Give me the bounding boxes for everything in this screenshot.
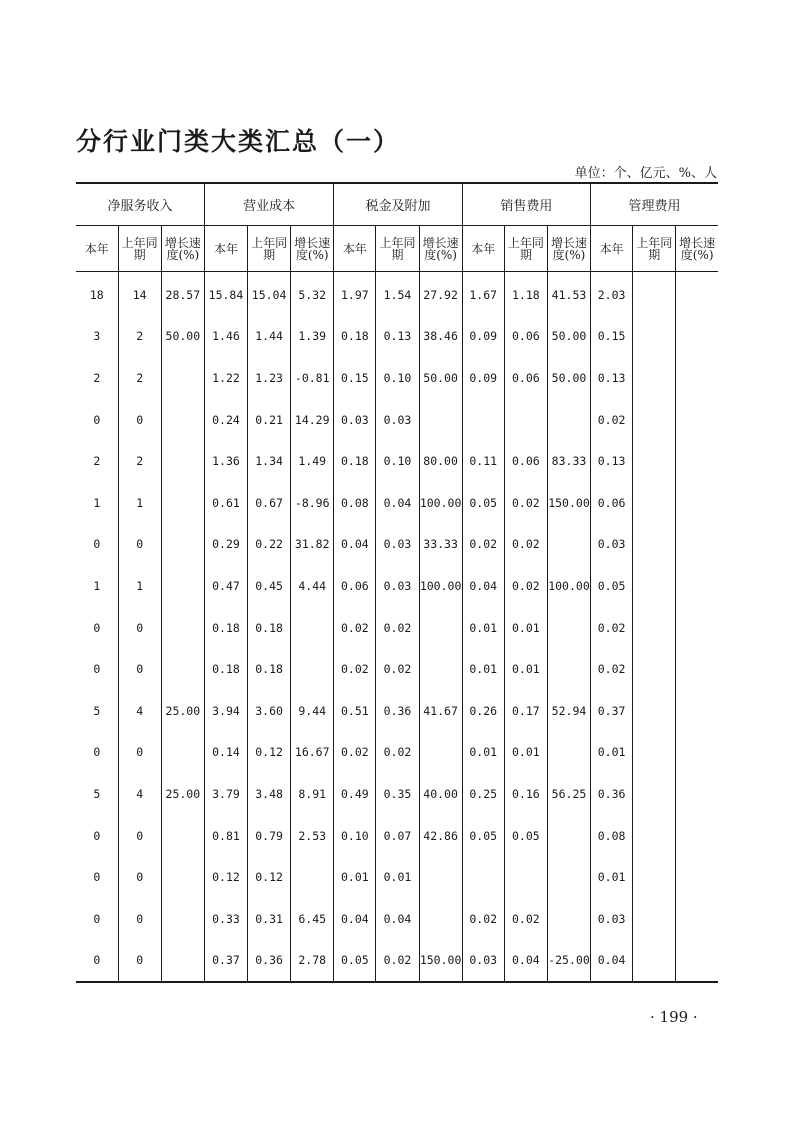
sub-header-cell: 本年	[76, 226, 118, 272]
table-cell: 2	[93, 454, 101, 469]
table-cell: 0	[118, 856, 161, 898]
table-cell: 0	[93, 870, 101, 885]
group-header-operating-cost: 营业成本	[204, 183, 333, 226]
table-cell	[419, 648, 462, 690]
table-body	[76, 272, 718, 983]
table-cell: 0.25	[462, 773, 504, 815]
table-cell: 0.06	[334, 565, 376, 607]
table-cell: 0	[93, 620, 101, 635]
table-cell: 0.02	[376, 732, 419, 774]
table-cell	[419, 898, 462, 940]
table-cell	[161, 357, 204, 399]
table-cell: 0.21	[248, 399, 291, 441]
table-row	[76, 272, 718, 316]
table-cell: 0.10	[376, 440, 419, 482]
table-cell: 0.18	[248, 648, 291, 690]
table-cell: 0.01	[334, 856, 376, 898]
table-cell	[633, 940, 676, 983]
table-cell: 0	[118, 607, 161, 649]
table-cell: 14	[118, 272, 161, 316]
table-cell: 0.16	[504, 773, 547, 815]
sub-header-cell: 本年	[591, 226, 633, 272]
table-cell: 0	[93, 828, 101, 843]
table-cell	[676, 482, 718, 524]
table-cell	[676, 607, 718, 649]
sub-header-cell: 增长速度(%)	[676, 226, 718, 272]
table-cell: 100.00	[419, 482, 462, 524]
table-cell: 6.45	[291, 898, 334, 940]
table-cell	[161, 440, 204, 482]
table-cell	[633, 773, 676, 815]
table-cell: 1.36	[204, 440, 247, 482]
table-cell: 9.44	[291, 690, 334, 732]
table-cell: 1	[93, 495, 101, 510]
table-cell: 0.18	[248, 607, 291, 649]
table-row	[76, 856, 718, 898]
table-cell: 0.02	[462, 898, 504, 940]
table-cell: 1	[118, 482, 161, 524]
table-cell: 0.29	[204, 524, 247, 566]
table-cell	[161, 940, 204, 983]
table-cell: 0.81	[204, 815, 247, 857]
table-cell	[161, 732, 204, 774]
table-cell	[633, 856, 676, 898]
table-cell: 0.13	[591, 357, 633, 399]
table-cell: 0.05	[462, 815, 504, 857]
table-cell	[676, 272, 718, 316]
table-cell: 31.82	[291, 524, 334, 566]
table-cell: 100.00	[419, 565, 462, 607]
table-cell	[676, 940, 718, 983]
sub-header-row	[76, 226, 718, 272]
table-row	[76, 316, 718, 358]
table-cell	[633, 482, 676, 524]
sub-header-cell: 增长速度(%)	[419, 226, 462, 272]
table-cell	[419, 732, 462, 774]
table-cell: 0.01	[462, 648, 504, 690]
table-cell: 3.94	[204, 690, 247, 732]
sub-header-cell: 增长速度(%)	[161, 226, 204, 272]
summary-table	[76, 182, 718, 983]
table-cell: 1.39	[291, 316, 334, 358]
table-cell: 0.24	[204, 399, 247, 441]
table-cell: 0.04	[462, 565, 504, 607]
table-row	[76, 898, 718, 940]
sub-header-cell: 本年	[334, 226, 376, 272]
table-cell: 0.47	[204, 565, 247, 607]
table-cell: 0.11	[462, 440, 504, 482]
table-cell: 0.05	[334, 940, 376, 983]
table-cell: 0.10	[334, 815, 376, 857]
table-cell: 0	[118, 399, 161, 441]
table-cell	[419, 399, 462, 441]
table-cell	[161, 815, 204, 857]
table-cell	[161, 856, 204, 898]
table-cell	[676, 898, 718, 940]
table-cell: 0.02	[504, 898, 547, 940]
table-cell: 0.02	[591, 399, 633, 441]
table-cell: 1.44	[248, 316, 291, 358]
table-cell: 2	[118, 316, 161, 358]
table-cell: 0	[118, 524, 161, 566]
table-cell: 0.15	[334, 357, 376, 399]
table-cell: 0.04	[591, 940, 633, 983]
table-row	[76, 940, 718, 983]
group-header-taxes: 税金及附加	[334, 183, 462, 226]
table-cell: 0.51	[334, 690, 376, 732]
table-cell: 1.23	[248, 357, 291, 399]
table-cell: 0.06	[504, 357, 547, 399]
table-cell: 1.34	[248, 440, 291, 482]
table-cell: 0.05	[591, 565, 633, 607]
table-cell: 0.01	[462, 732, 504, 774]
table-cell: 0.36	[376, 690, 419, 732]
table-cell: 15.04	[248, 272, 291, 316]
table-cell	[547, 648, 590, 690]
table-row	[76, 815, 718, 857]
table-cell	[633, 316, 676, 358]
table-cell: 42.86	[419, 815, 462, 857]
table-cell	[161, 399, 204, 441]
table-cell	[676, 732, 718, 774]
table-cell	[676, 815, 718, 857]
sub-header-cell: 上年同期	[376, 226, 419, 272]
table-cell: 0.05	[462, 482, 504, 524]
table-cell: 0.01	[504, 648, 547, 690]
table-cell: 0.12	[204, 856, 247, 898]
table-cell: 0.03	[376, 565, 419, 607]
table-cell	[547, 898, 590, 940]
table-row	[76, 357, 718, 399]
table-cell: 0.02	[334, 607, 376, 649]
table-cell: 0.49	[334, 773, 376, 815]
table-cell: 0.03	[376, 524, 419, 566]
table-cell: 18	[89, 287, 104, 302]
table-cell: 2	[118, 440, 161, 482]
table-cell: 0.01	[462, 607, 504, 649]
table-cell: 0.09	[462, 316, 504, 358]
table-cell: 0.07	[376, 815, 419, 857]
table-cell: 0.08	[591, 815, 633, 857]
group-header-admin-expense: 管理费用	[591, 183, 718, 226]
table-cell: 0.04	[376, 482, 419, 524]
table-cell: 0	[118, 898, 161, 940]
table-cell: 100.00	[547, 565, 590, 607]
table-cell: 50.00	[419, 357, 462, 399]
table-cell: 0.12	[248, 732, 291, 774]
table-cell: 0.02	[376, 940, 419, 983]
table-cell: 0.01	[376, 856, 419, 898]
page-number: · 199 ·	[650, 1008, 698, 1026]
table-row	[76, 732, 718, 774]
table-cell: 0.36	[591, 773, 633, 815]
sub-header-cell: 上年同期	[504, 226, 547, 272]
table-cell: 0.01	[591, 732, 633, 774]
table-cell: 0.02	[334, 732, 376, 774]
table-cell: 2.03	[591, 272, 633, 316]
table-cell: 27.92	[419, 272, 462, 316]
table-cell: 0.12	[248, 856, 291, 898]
table-cell: 0.15	[591, 316, 633, 358]
table-cell: 0.02	[504, 565, 547, 607]
table-row	[76, 399, 718, 441]
table-cell	[633, 272, 676, 316]
table-cell: -25.00	[547, 940, 590, 983]
table-cell: 150.00	[547, 482, 590, 524]
sub-header-cell: 增长速度(%)	[291, 226, 334, 272]
table-cell: 0	[93, 953, 101, 968]
table-cell	[676, 773, 718, 815]
table-cell: 0	[93, 537, 101, 552]
table-row	[76, 482, 718, 524]
table-cell: 0.03	[376, 399, 419, 441]
table-cell: 0.02	[334, 648, 376, 690]
table-cell: 33.33	[419, 524, 462, 566]
table-cell: 2	[93, 370, 101, 385]
table-cell: 1.46	[204, 316, 247, 358]
table-cell: 0.02	[504, 482, 547, 524]
table-cell: 1.97	[334, 272, 376, 316]
table-row	[76, 440, 718, 482]
table-cell	[633, 648, 676, 690]
table-cell: 0.02	[504, 524, 547, 566]
table-cell: 5	[93, 703, 101, 718]
table-cell	[161, 648, 204, 690]
table-cell: 0.06	[591, 482, 633, 524]
table-cell: 1	[118, 565, 161, 607]
table-cell: 50.00	[547, 316, 590, 358]
group-header-net-revenue: 净服务收入	[76, 183, 204, 226]
table-cell	[462, 399, 504, 441]
table-cell: 0.01	[591, 856, 633, 898]
sub-header-cell: 增长速度(%)	[547, 226, 590, 272]
table-cell: 41.67	[419, 690, 462, 732]
table-cell: 0.22	[248, 524, 291, 566]
table-cell: 52.94	[547, 690, 590, 732]
table-cell: 0.06	[504, 316, 547, 358]
table-cell	[291, 856, 334, 898]
table-cell: 0.18	[204, 648, 247, 690]
table-cell: 0.36	[248, 940, 291, 983]
group-header-row	[76, 183, 718, 226]
table-cell: 0	[93, 745, 101, 760]
table-cell	[291, 648, 334, 690]
table-cell: 3	[93, 329, 101, 344]
table-cell: 4	[118, 773, 161, 815]
table-cell: 2.53	[291, 815, 334, 857]
table-cell	[547, 856, 590, 898]
sub-header-cell: 本年	[462, 226, 504, 272]
table-cell: 0.33	[204, 898, 247, 940]
table-cell: 5	[93, 786, 101, 801]
table-cell: 0	[118, 732, 161, 774]
table-cell: 14.29	[291, 399, 334, 441]
table-cell: 0	[118, 815, 161, 857]
table-cell: 38.46	[419, 316, 462, 358]
table-cell: 0.02	[591, 648, 633, 690]
table-cell: 15.84	[204, 272, 247, 316]
table-cell: 40.00	[419, 773, 462, 815]
table-cell: -8.96	[291, 482, 334, 524]
table-row	[76, 773, 718, 815]
table-cell: 0.06	[504, 440, 547, 482]
table-cell: 0.10	[376, 357, 419, 399]
table-cell	[676, 856, 718, 898]
table-cell: 1.54	[376, 272, 419, 316]
sub-header-cell: 本年	[204, 226, 247, 272]
table-cell: 0.67	[248, 482, 291, 524]
table-cell: 2	[118, 357, 161, 399]
table-cell: 1.67	[462, 272, 504, 316]
table-cell	[633, 440, 676, 482]
table-cell: 0.31	[248, 898, 291, 940]
table-cell: 0	[93, 662, 101, 677]
table-cell: 3.79	[204, 773, 247, 815]
table-cell	[291, 607, 334, 649]
table-cell	[633, 690, 676, 732]
table-cell: 0.79	[248, 815, 291, 857]
table-cell: 8.91	[291, 773, 334, 815]
table-cell	[676, 690, 718, 732]
table-cell: 0.13	[376, 316, 419, 358]
table-cell	[633, 524, 676, 566]
table-cell: 0.35	[376, 773, 419, 815]
table-cell: 0.37	[591, 690, 633, 732]
table-cell: 25.00	[161, 690, 204, 732]
table-cell: 0.02	[462, 524, 504, 566]
table-cell: 0	[118, 648, 161, 690]
table-cell: 1.18	[504, 272, 547, 316]
table-cell: 150.00	[419, 940, 462, 983]
table-cell: 56.25	[547, 773, 590, 815]
table-cell	[633, 815, 676, 857]
table-cell: 50.00	[547, 357, 590, 399]
table-cell: 0.17	[504, 690, 547, 732]
table-cell: 0.04	[376, 898, 419, 940]
table-cell	[161, 524, 204, 566]
table-cell	[633, 565, 676, 607]
unit-note: 单位：个、亿元、%、人	[574, 166, 717, 181]
table-cell	[633, 607, 676, 649]
table-cell: 4.44	[291, 565, 334, 607]
page-title: 分行业门类大类汇总（一）	[76, 127, 401, 156]
table-cell: 2.78	[291, 940, 334, 983]
table-cell: 1.49	[291, 440, 334, 482]
table-cell: 1.22	[204, 357, 247, 399]
table-cell	[547, 815, 590, 857]
table-cell: 0	[93, 412, 101, 427]
table-cell: 0.45	[248, 565, 291, 607]
table-cell: 80.00	[419, 440, 462, 482]
table-cell: 0.03	[591, 898, 633, 940]
table-cell: 0.01	[504, 732, 547, 774]
table-cell: 0.04	[504, 940, 547, 983]
table-row	[76, 690, 718, 732]
table-cell: 0.02	[591, 607, 633, 649]
sub-header-cell: 上年同期	[633, 226, 676, 272]
table-cell: 28.57	[161, 272, 204, 316]
table-cell: 0.13	[591, 440, 633, 482]
table-cell	[633, 357, 676, 399]
table-cell	[633, 399, 676, 441]
table-cell: -0.81	[291, 357, 334, 399]
table-cell: 0	[93, 911, 101, 926]
table-cell: 16.67	[291, 732, 334, 774]
table-cell: 0.01	[504, 607, 547, 649]
table-cell: 4	[118, 690, 161, 732]
table-cell: 0.37	[204, 940, 247, 983]
table-cell: 0.02	[376, 607, 419, 649]
table-cell: 0.14	[204, 732, 247, 774]
table-cell: 0.03	[591, 524, 633, 566]
table-cell	[676, 524, 718, 566]
table-cell	[161, 607, 204, 649]
table-cell	[161, 482, 204, 524]
table-cell	[676, 316, 718, 358]
table-cell: 0.18	[204, 607, 247, 649]
table-cell: 0.05	[504, 815, 547, 857]
table-row	[76, 565, 718, 607]
table-cell: 0.08	[334, 482, 376, 524]
table-cell	[633, 898, 676, 940]
table-cell: 50.00	[161, 316, 204, 358]
table-cell	[462, 856, 504, 898]
table-cell: 41.53	[547, 272, 590, 316]
table-cell: 3.48	[248, 773, 291, 815]
table-cell	[419, 856, 462, 898]
table-cell: 0	[118, 940, 161, 983]
table-cell: 0.18	[334, 316, 376, 358]
table-cell: 5.32	[291, 272, 334, 316]
table-cell: 0.09	[462, 357, 504, 399]
table-cell	[676, 440, 718, 482]
table-cell	[676, 648, 718, 690]
sub-header-cell: 上年同期	[248, 226, 291, 272]
sub-header-cell: 上年同期	[118, 226, 161, 272]
table-cell	[547, 732, 590, 774]
table-cell	[676, 357, 718, 399]
table-cell: 0.04	[334, 898, 376, 940]
table-cell: 1	[93, 578, 101, 593]
table-cell: 0.04	[334, 524, 376, 566]
table-cell	[419, 607, 462, 649]
table-cell: 0.02	[376, 648, 419, 690]
table-cell	[504, 856, 547, 898]
table-cell	[161, 898, 204, 940]
table-cell: 83.33	[547, 440, 590, 482]
table-cell	[547, 399, 590, 441]
group-header-sales-expense: 销售费用	[462, 183, 590, 226]
table-cell: 0.18	[334, 440, 376, 482]
table-cell: 0.26	[462, 690, 504, 732]
table-cell: 0.03	[462, 940, 504, 983]
table-cell: 0.03	[334, 399, 376, 441]
table-cell: 0.61	[204, 482, 247, 524]
table-cell	[676, 565, 718, 607]
table-row	[76, 607, 718, 649]
table-cell: 3.60	[248, 690, 291, 732]
table-cell	[504, 399, 547, 441]
table-cell	[547, 607, 590, 649]
table-row	[76, 524, 718, 566]
table-cell	[161, 565, 204, 607]
table-cell	[633, 732, 676, 774]
table-cell: 25.00	[161, 773, 204, 815]
table-cell	[547, 524, 590, 566]
table-row	[76, 648, 718, 690]
table-cell	[676, 399, 718, 441]
